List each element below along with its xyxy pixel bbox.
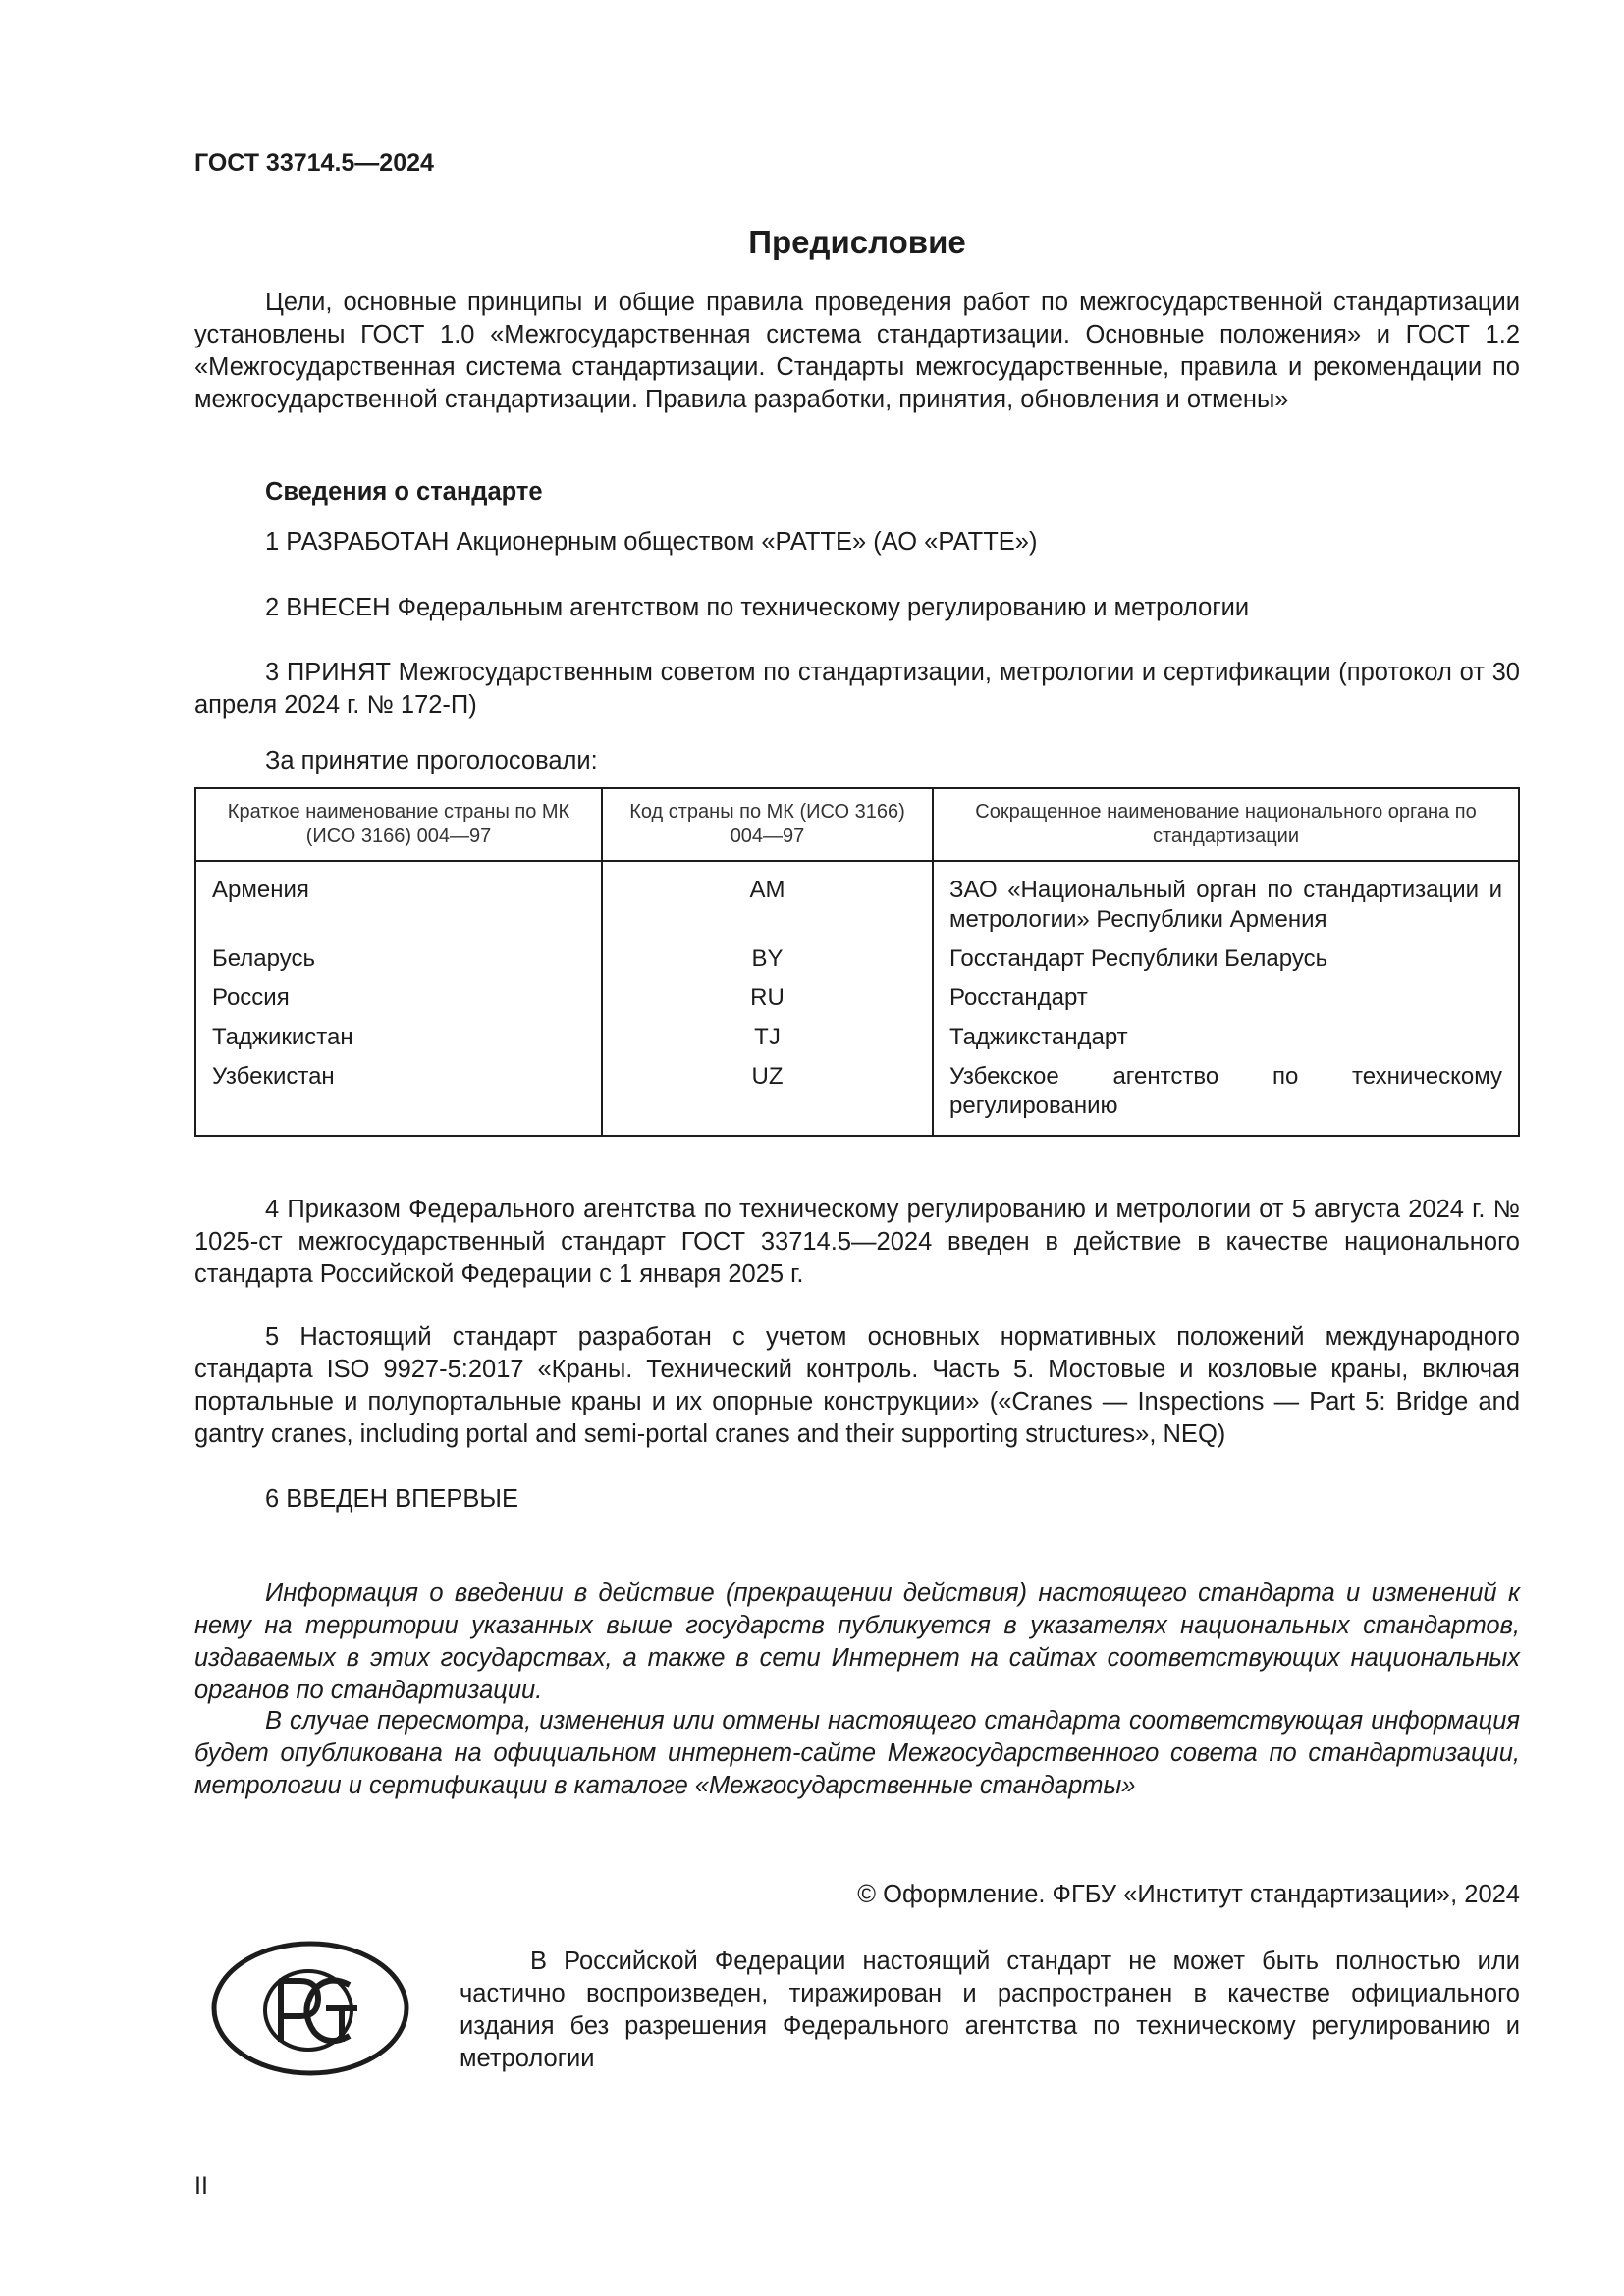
voting-table — [194, 787, 1520, 1137]
item-5: 5 Настоящий стандарт разработан с учетом основных нормативных положений международного стандарта ISO 9927-5:2017 «Краны. Технический контроль. Часть 5. Мостовые и козловые краны, включая портальные и полупортальные краны и их опорные конструкции» («Cranes — Inspections — Part 5: Bridge and gantry cranes, including portal and semi-portal cranes and their supporting structures», NEQ) — [194, 1323, 1520, 1448]
page-number: II — [194, 2172, 208, 2200]
item-2: 2 ВНЕСЕН Федеральным агентством по техническому регулированию и метрологии — [265, 594, 1250, 621]
country-cell: Беларусь — [195, 939, 602, 979]
column-header-code: Код страны по МК (ИСО 3166) 004—97 — [602, 788, 933, 861]
country-cell: Таджикистан — [195, 1018, 602, 1057]
code-cell: TJ — [602, 1018, 933, 1057]
column-header-country: Краткое наименование страны по МК (ИСО 3166) 004—97 — [195, 788, 602, 861]
table-row — [195, 1018, 1519, 1057]
copyright: © Оформление. ФГБУ «Институт стандартизации», 2024 — [857, 1881, 1520, 1908]
organ-cell: Росстандарт — [933, 979, 1519, 1018]
item-6: 6 ВВЕДЕН ВПЕРВЫЕ — [265, 1485, 519, 1513]
item-3: 3 ПРИНЯТ Межгосударственным советом по стандартизации, метрологии и сертификации (протокол от 30 апреля 2024 г. № 172-П) — [194, 659, 1520, 719]
table-header-row — [195, 788, 1519, 861]
item-1: 1 РАЗРАБОТАН Акционерным обществом «РАТТЕ» (АО «РАТТЕ») — [265, 528, 1038, 556]
code-cell: UZ — [602, 1057, 933, 1136]
table-row — [195, 979, 1519, 1018]
doc-code: ГОСТ 33714.5—2024 — [194, 149, 434, 177]
item-4: 4 Приказом Федерального агентства по техническому регулированию и метрологии от 5 августа 2024 г. № 1025-ст межгосударственный стандарт ГОСТ 33714.5—2024 введен в действие в качестве национального стандарта Российской Федерации с 1 января 2025 г. — [194, 1196, 1520, 1288]
italic-note-1: Информация о введении в действие (прекращении действия) настоящего стандарта и изменений к нему на территории указанных выше государств публикуется в указателях национальных стандартов, издаваемых в этих государствах, а также в сети Интернет на сайтах соответствующих национальных органов по стандартизации. — [194, 1579, 1520, 1704]
country-cell: Армения — [195, 861, 602, 939]
code-cell: BY — [602, 939, 933, 979]
rst-logo — [210, 1940, 410, 2077]
rst-logo-icon — [210, 1940, 410, 2077]
organ-cell: Таджикстандарт — [933, 1018, 1519, 1057]
page-title: Предисловие — [748, 224, 966, 260]
code-cell: AM — [602, 861, 933, 939]
country-cell: Узбекистан — [195, 1057, 602, 1136]
info-heading: Сведения о стандарте — [265, 478, 543, 506]
copyright-notice: В Российской Федерации настоящий стандарт не может быть полностью или частично воспроизведен, тиражирован и распространен в качестве официального издания без разрешения Федерального агентства по техническому регулированию и метрологии — [460, 1948, 1520, 2072]
organ-cell: Узбекское агентство по техническому регулированию — [933, 1057, 1519, 1136]
organ-cell: Госстандарт Республики Беларусь — [933, 939, 1519, 979]
table-row — [195, 861, 1519, 939]
votes-label: За принятие проголосовали: — [265, 747, 598, 774]
intro-paragraph: Цели, основные принципы и общие правила проведения работ по межгосударственной стандартизации установлены ГОСТ 1.0 «Межгосударственная система стандартизации. Основные положения» и ГОСТ 1.2 «Межгосударственная система стандартизации. Стандарты межгосударственные, правила и рекомендации по межгосударственной стандартизации. Правила разработки, принятия, обновления и отмены» — [194, 289, 1520, 413]
code-cell: RU — [602, 979, 933, 1018]
organ-cell: ЗАО «Национальный орган по стандартизации и метрологии» Республики Армения — [933, 861, 1519, 939]
table-row — [195, 939, 1519, 979]
table-row — [195, 1057, 1519, 1136]
italic-note-2: В случае пересмотра, изменения или отмены настоящего стандарта соответствующая информация будет опубликована на официальном интернет-сайте Межгосударственного совета по стандартизации, метрологии и сертификации в каталоге «Межгосударственные стандарты» — [194, 1707, 1520, 1799]
country-cell: Россия — [195, 979, 602, 1018]
column-header-organ: Сокращенное наименование национального органа по стандартизации — [933, 788, 1519, 861]
